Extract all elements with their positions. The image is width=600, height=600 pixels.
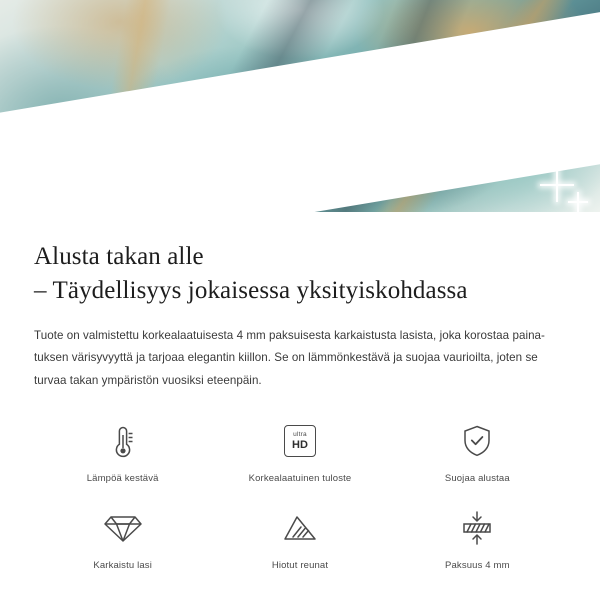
headline-line-1: Alusta takan alle (34, 243, 204, 270)
feature-label: Lämpöä kestävä (86, 473, 159, 485)
feature-item-print-quality (211, 419, 388, 484)
ultra-hd-icon (284, 419, 316, 463)
thickness-arrows-icon (458, 506, 496, 550)
feature-label: Suojaa alustaa (444, 473, 510, 485)
feature-item-thickness (389, 506, 566, 571)
description-paragraph: Tuote on valmistettu korkealaatuisesta 4 mm paksuisesta karkaistusta lasista, joka korostaa paina-tuksen värisyvyyttä ja tarjoaa elegantin kiillon. Se on lämmönkestävä ja suojaa vaurioilta, joten se turvaa takan ympäristön vuosiksi eteenpäin. (34, 328, 545, 388)
content-section (0, 240, 600, 571)
feature-label: Hiotut reunat (271, 560, 329, 572)
polished-edges-icon (281, 506, 319, 550)
feature-label: Korkealaatuinen tuloste (248, 473, 352, 485)
feature-grid (34, 419, 566, 571)
diamond-icon (103, 506, 143, 550)
ultra-hd-badge-bottom: HD (292, 438, 308, 451)
feature-item-heat-resistant (34, 419, 211, 484)
headline-line-2: – Täydellisyys jokaisessa yksityiskohdassa (34, 277, 468, 305)
feature-label: Karkaistu lasi (93, 560, 152, 572)
thermometer-icon (106, 419, 140, 463)
hero-image (0, 0, 600, 228)
feature-item-polished-edges (211, 506, 388, 571)
shield-check-icon (459, 419, 495, 463)
feature-label: Paksuus 4 mm (445, 560, 510, 572)
feature-item-tempered-glass (34, 506, 211, 571)
feature-item-surface-protection (389, 419, 566, 484)
page-title (34, 240, 566, 309)
ultra-hd-badge-top: ultra (293, 431, 307, 439)
